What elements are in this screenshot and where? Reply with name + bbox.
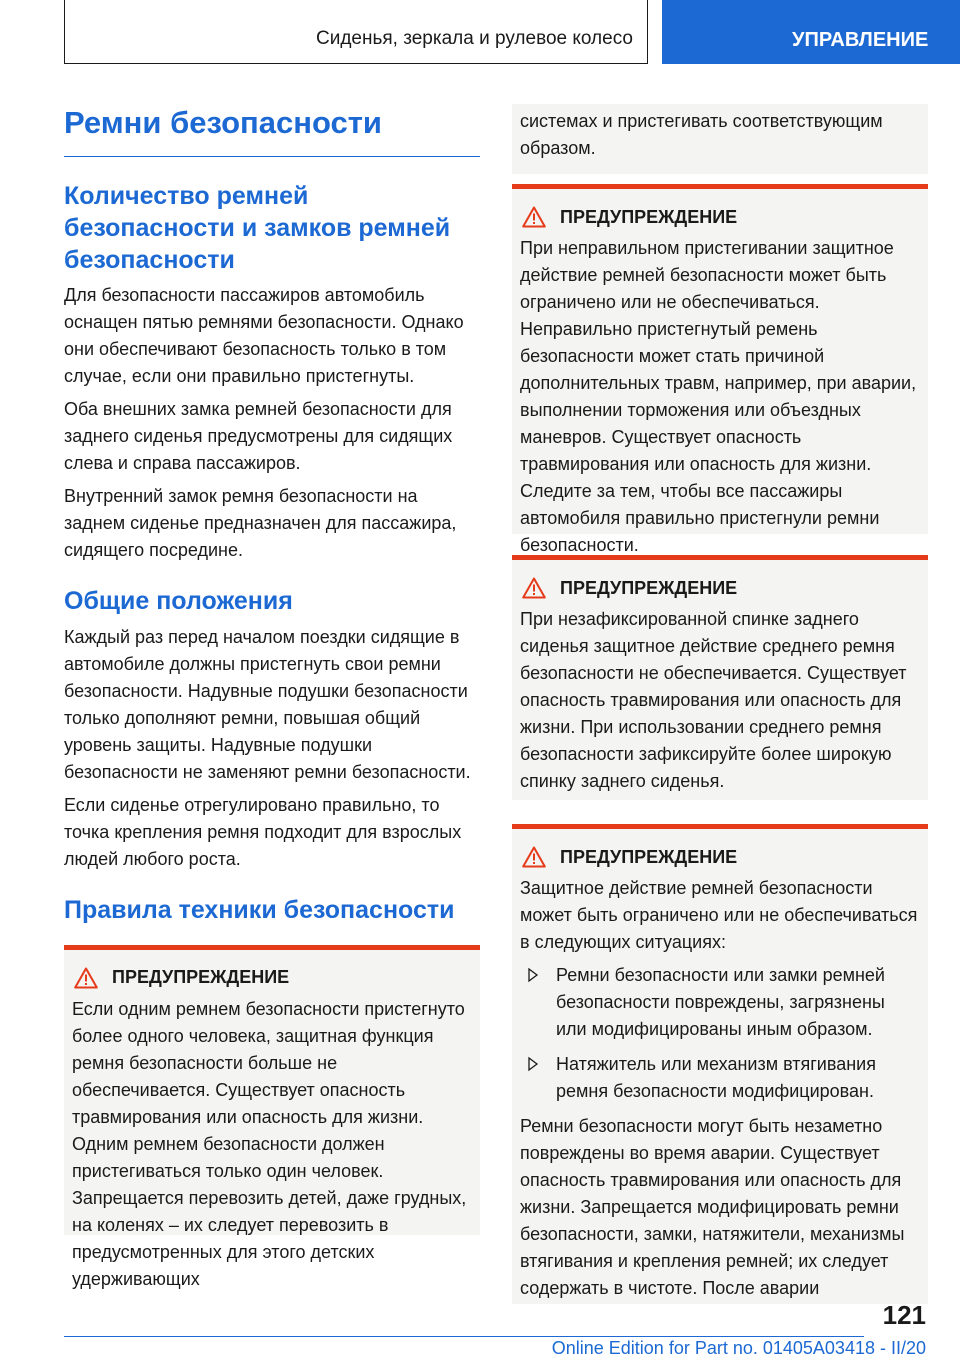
warning-box (512, 555, 928, 800)
list-item (520, 1051, 920, 1105)
continued-text: системах и пристегивать соответствующим образом. (520, 111, 883, 158)
paragraph: Если сиденье отрегулировано правильно, то точка крепления ремня подходит для взрослых людей любого роста. (64, 795, 462, 870)
warning-label: ПРЕДУПРЕЖДЕНИЕ (112, 967, 290, 988)
warning-label: ПРЕДУПРЕЖДЕНИЕ (560, 577, 738, 598)
page-number: 121 (882, 1300, 926, 1330)
paragraph: Внутренний замок ремня безопасности на заднем сиденье предназначен для пассажира, сидящего посредине. (64, 486, 457, 561)
heading-belt-count: Количество ремней безопасности и замков ремней безопасности (64, 182, 451, 274)
warning-text: Ремни безопасности могут быть незаметно повреждены во время аварии. Существует опасность травмирования или опасность для жизни. Запрещается модифицировать ремни безопасности, замки, натяжители, механизмы втягивания и крепления ремней; их следует содержать в чистоте. После аварии (520, 1116, 905, 1298)
section-tab: УПРАВЛЕНИЕ (662, 0, 960, 64)
triangle-bullet-icon (528, 968, 538, 982)
warning-label: ПРЕДУПРЕЖДЕНИЕ (560, 206, 738, 227)
warning-box (512, 184, 928, 555)
warning-box (64, 945, 480, 1289)
warning-label: ПРЕДУПРЕЖДЕНИЕ (560, 846, 738, 867)
list-item-text: Ремни безопасности или замки ремней безопасности повреждены, загрязнены или модифицированы иным образом. (556, 965, 885, 1039)
warning-text: Защитное действие ремней безопасности может быть ограничено или не обеспечиваться в следующих ситуациях: (520, 878, 918, 952)
paragraph: Для безопасности пассажиров автомобиль оснащен пятью ремнями безопасности. Однако они обеспечивают безопасность только в том случае, если они правильно пристегнуты. (64, 285, 464, 387)
heading-general: Общие положения (64, 587, 293, 616)
header-chapter-box (64, 0, 648, 64)
warning-header (520, 203, 920, 231)
page-title: Ремни безопасности (64, 106, 480, 157)
warning-triangle-icon (522, 577, 546, 599)
warning-box (512, 824, 928, 1304)
warning-header (72, 964, 472, 992)
chapter-title: Сиденья, зеркала и рулевое колесо (316, 28, 633, 49)
warning-triangle-icon (522, 206, 546, 228)
warning-triangle-icon (522, 846, 546, 868)
bullet-list (520, 962, 920, 1105)
paragraph: Оба внешних замка ремней безопасности для заднего сиденья предусмотрены для сидящих слева и справа пассажиров. (64, 399, 453, 474)
left-column (64, 92, 480, 1289)
continued-box (512, 104, 928, 174)
warning-header (520, 843, 920, 871)
list-item-text: Натяжитель или механизм втягивания ремня безопасности модифицирован. (556, 1054, 876, 1101)
paragraph: Каждый раз перед началом поездки сидящие в автомобиле должны пристегнуть свои ремни безопасности. Надувные подушки безопасности только дополняют ремни, повышая общий уровень защиты. Надувные подушки безопасности не заменяют ремни безопасности. (64, 627, 471, 783)
warning-header (520, 574, 920, 602)
right-column (512, 104, 928, 1304)
warning-text: Если одним ремнем безопасности пристегнуто более одного человека, защитная функция ремня безопасности больше не обеспечивается. Существует опасность травмирования или опасность для жизни. Одним ремнем безопасности должен пристегиваться только один человек. Запрещается перевозить детей, даже грудных, на коленях – их следует перевозить в предусмотренных для этого детских удерживающих (72, 998, 467, 1289)
warning-triangle-icon (74, 967, 98, 989)
footer-divider (64, 1336, 864, 1337)
list-item (520, 962, 920, 1043)
triangle-bullet-icon (528, 1057, 538, 1071)
warning-text: При неправильном пристегивании защитное действие ремней безопасности может быть ограничено или не обеспечиваться. Неправильно пристегнутый ремень безопасности может стать причиной дополнительных травм, например, при аварии, выполнении торможения или объездных маневров. Существует опасность травмирования или опасность для жизни. Следите за тем, чтобы все пассажиры автомобиля правильно пристегнули ремни безопасности. (520, 238, 917, 555)
heading-safety-rules: Правила техники безопасности (64, 896, 455, 925)
footer-edition: Online Edition for Part no. 01405A03418 - II/20 (551, 1338, 926, 1358)
warning-text: При незафиксированной спинке заднего сиденья защитное действие среднего ремня безопасности не обеспечивается. Существует опасность травмирования или опасность для жизни. При использовании среднего ремня безопасности зафиксируйте более широкую спинку заднего сиденья. (520, 609, 907, 791)
